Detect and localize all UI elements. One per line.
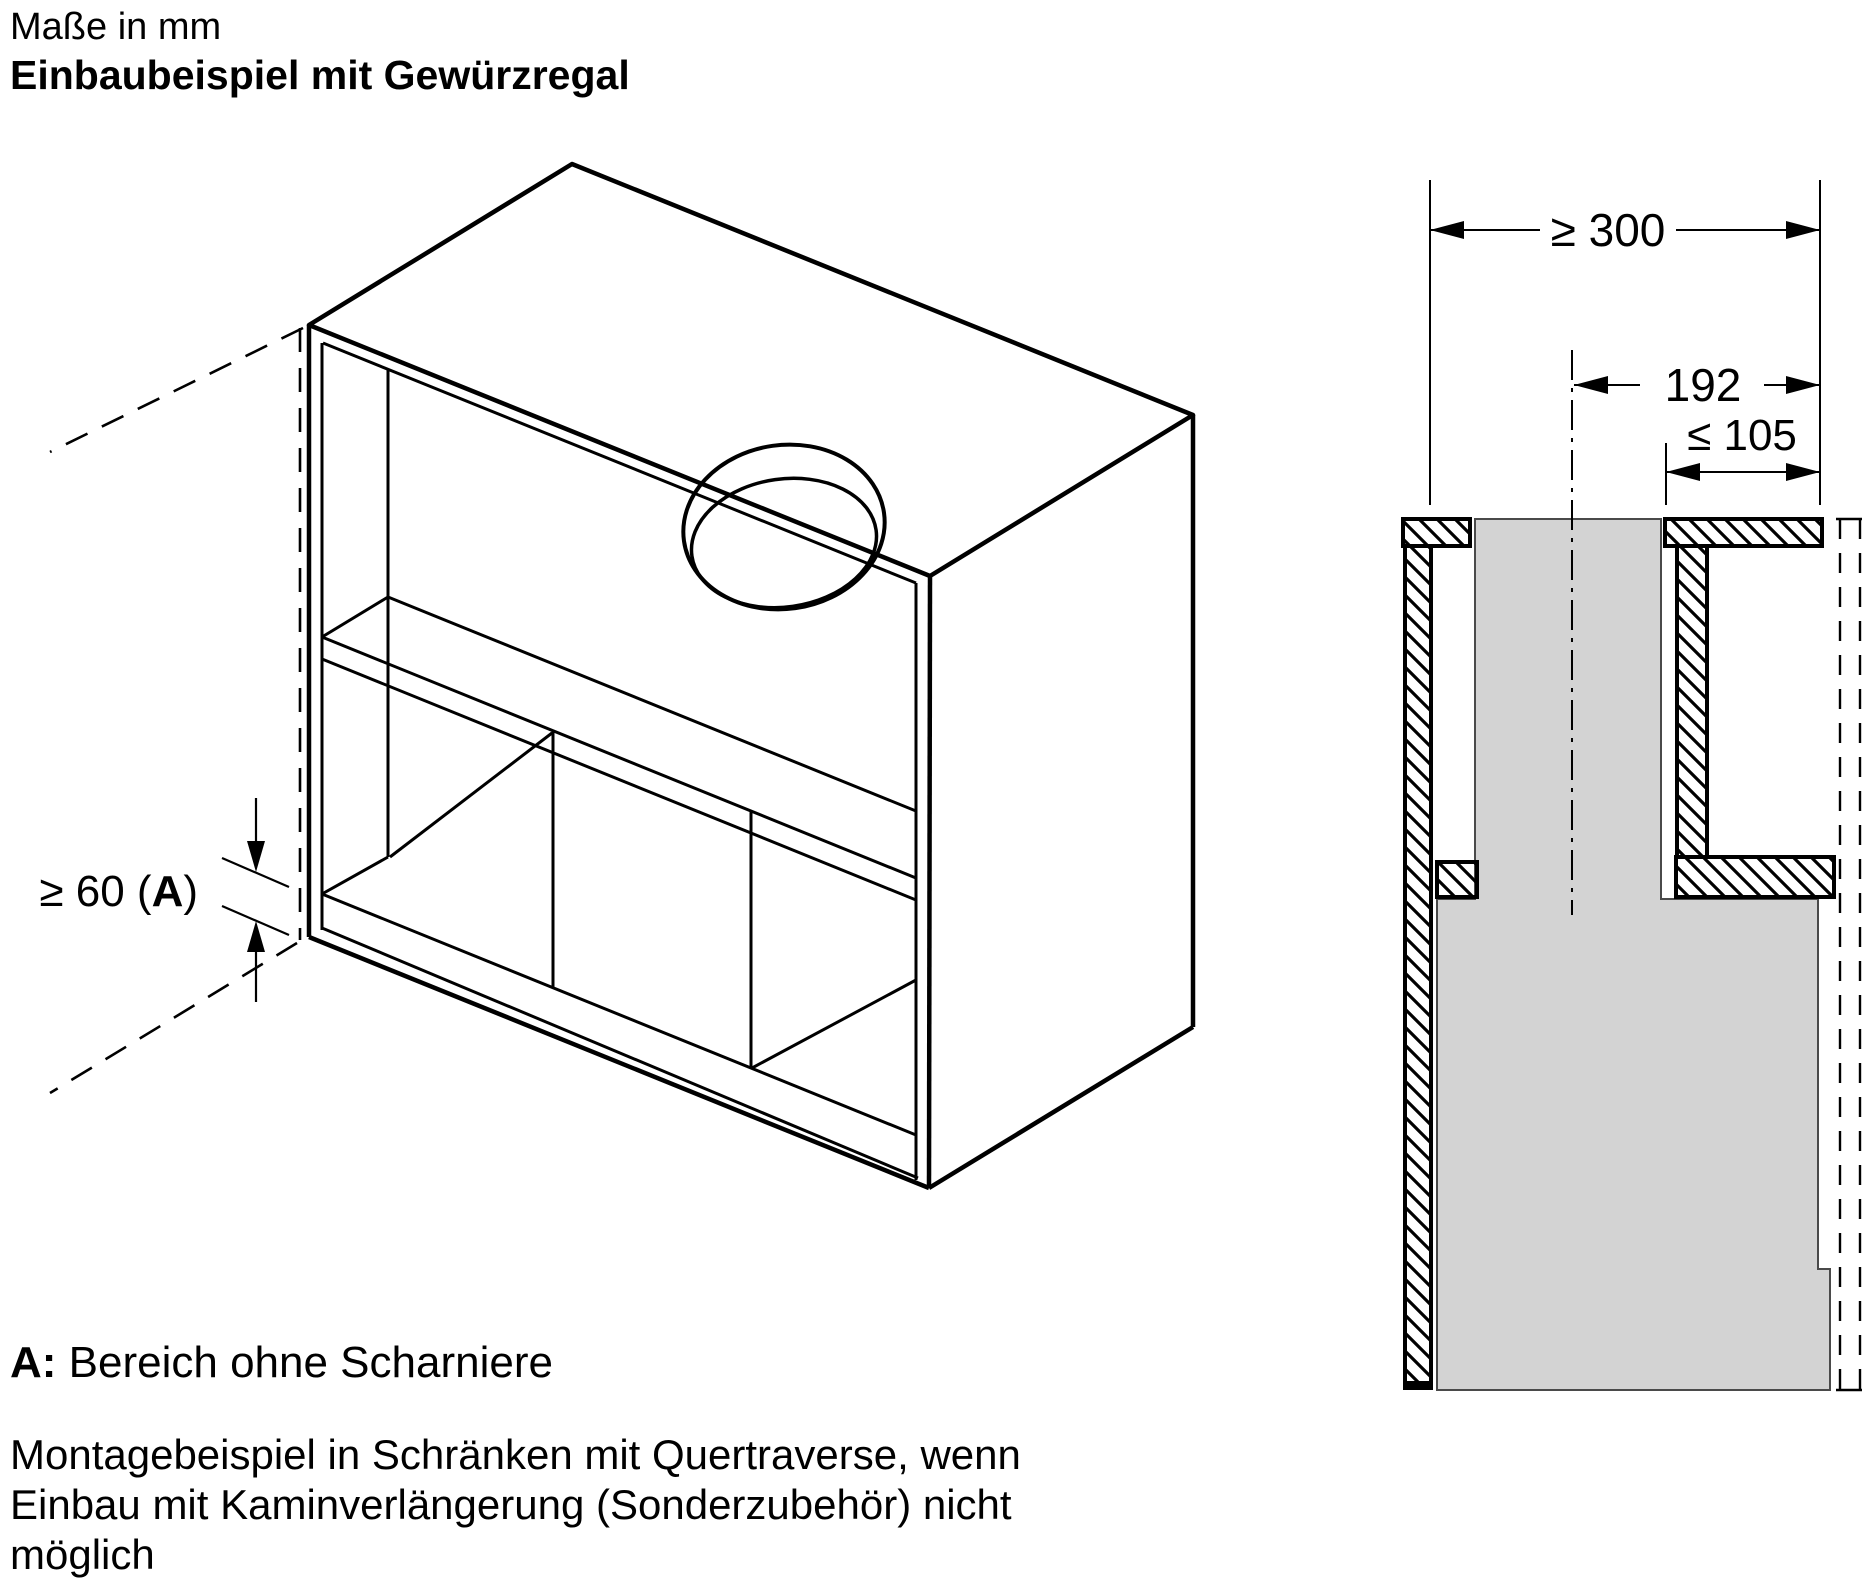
left-side-panel-foot	[1403, 1381, 1433, 1390]
cabinet-cross-section-drawing	[1403, 180, 1862, 1390]
left-cross-member	[1437, 862, 1477, 897]
dimension-duct-width	[1574, 359, 1820, 411]
legend-a	[10, 1338, 553, 1388]
hood-body-silhouette	[1437, 519, 1830, 1390]
mounting-note	[10, 1430, 1021, 1580]
furniture-door-dashed	[1836, 519, 1862, 1390]
legend-a-text: Bereich ohne Scharniere	[56, 1338, 553, 1387]
dimension-duct-width-label: 192	[1664, 359, 1742, 411]
mounting-note-line3: möglich	[10, 1531, 155, 1578]
legend-a-key: A:	[10, 1338, 57, 1387]
right-cross-member	[1676, 857, 1834, 897]
dimension-niche-width-label: ≥ 300	[1550, 204, 1666, 256]
right-top-panel	[1665, 519, 1822, 546]
right-side-panel	[1677, 546, 1707, 857]
dimension-side-depth-label: ≤ 105	[1687, 411, 1797, 460]
dimension-hinge-free-label: ≥ 60 (A)	[39, 867, 198, 916]
units-note: Maße in mm	[10, 6, 222, 48]
cabinet-isometric-drawing	[39, 164, 1193, 1188]
mounting-note-line2: Einbau mit Kaminverlängerung (Sonderzubehör) nicht	[10, 1481, 1012, 1528]
compartment-dividers	[390, 731, 916, 1068]
spice-rack-shelf	[322, 597, 916, 900]
left-side-panel	[1405, 546, 1431, 1384]
dimension-side-depth	[1666, 411, 1820, 505]
mounting-note-line1: Montagebeispiel in Schränken mit Quertraverse, wenn	[10, 1431, 1021, 1478]
left-top-panel	[1403, 519, 1470, 546]
removed-side-dashed-lines	[50, 328, 303, 1093]
page-title: Einbaubeispiel mit Gewürzregal	[10, 52, 630, 99]
